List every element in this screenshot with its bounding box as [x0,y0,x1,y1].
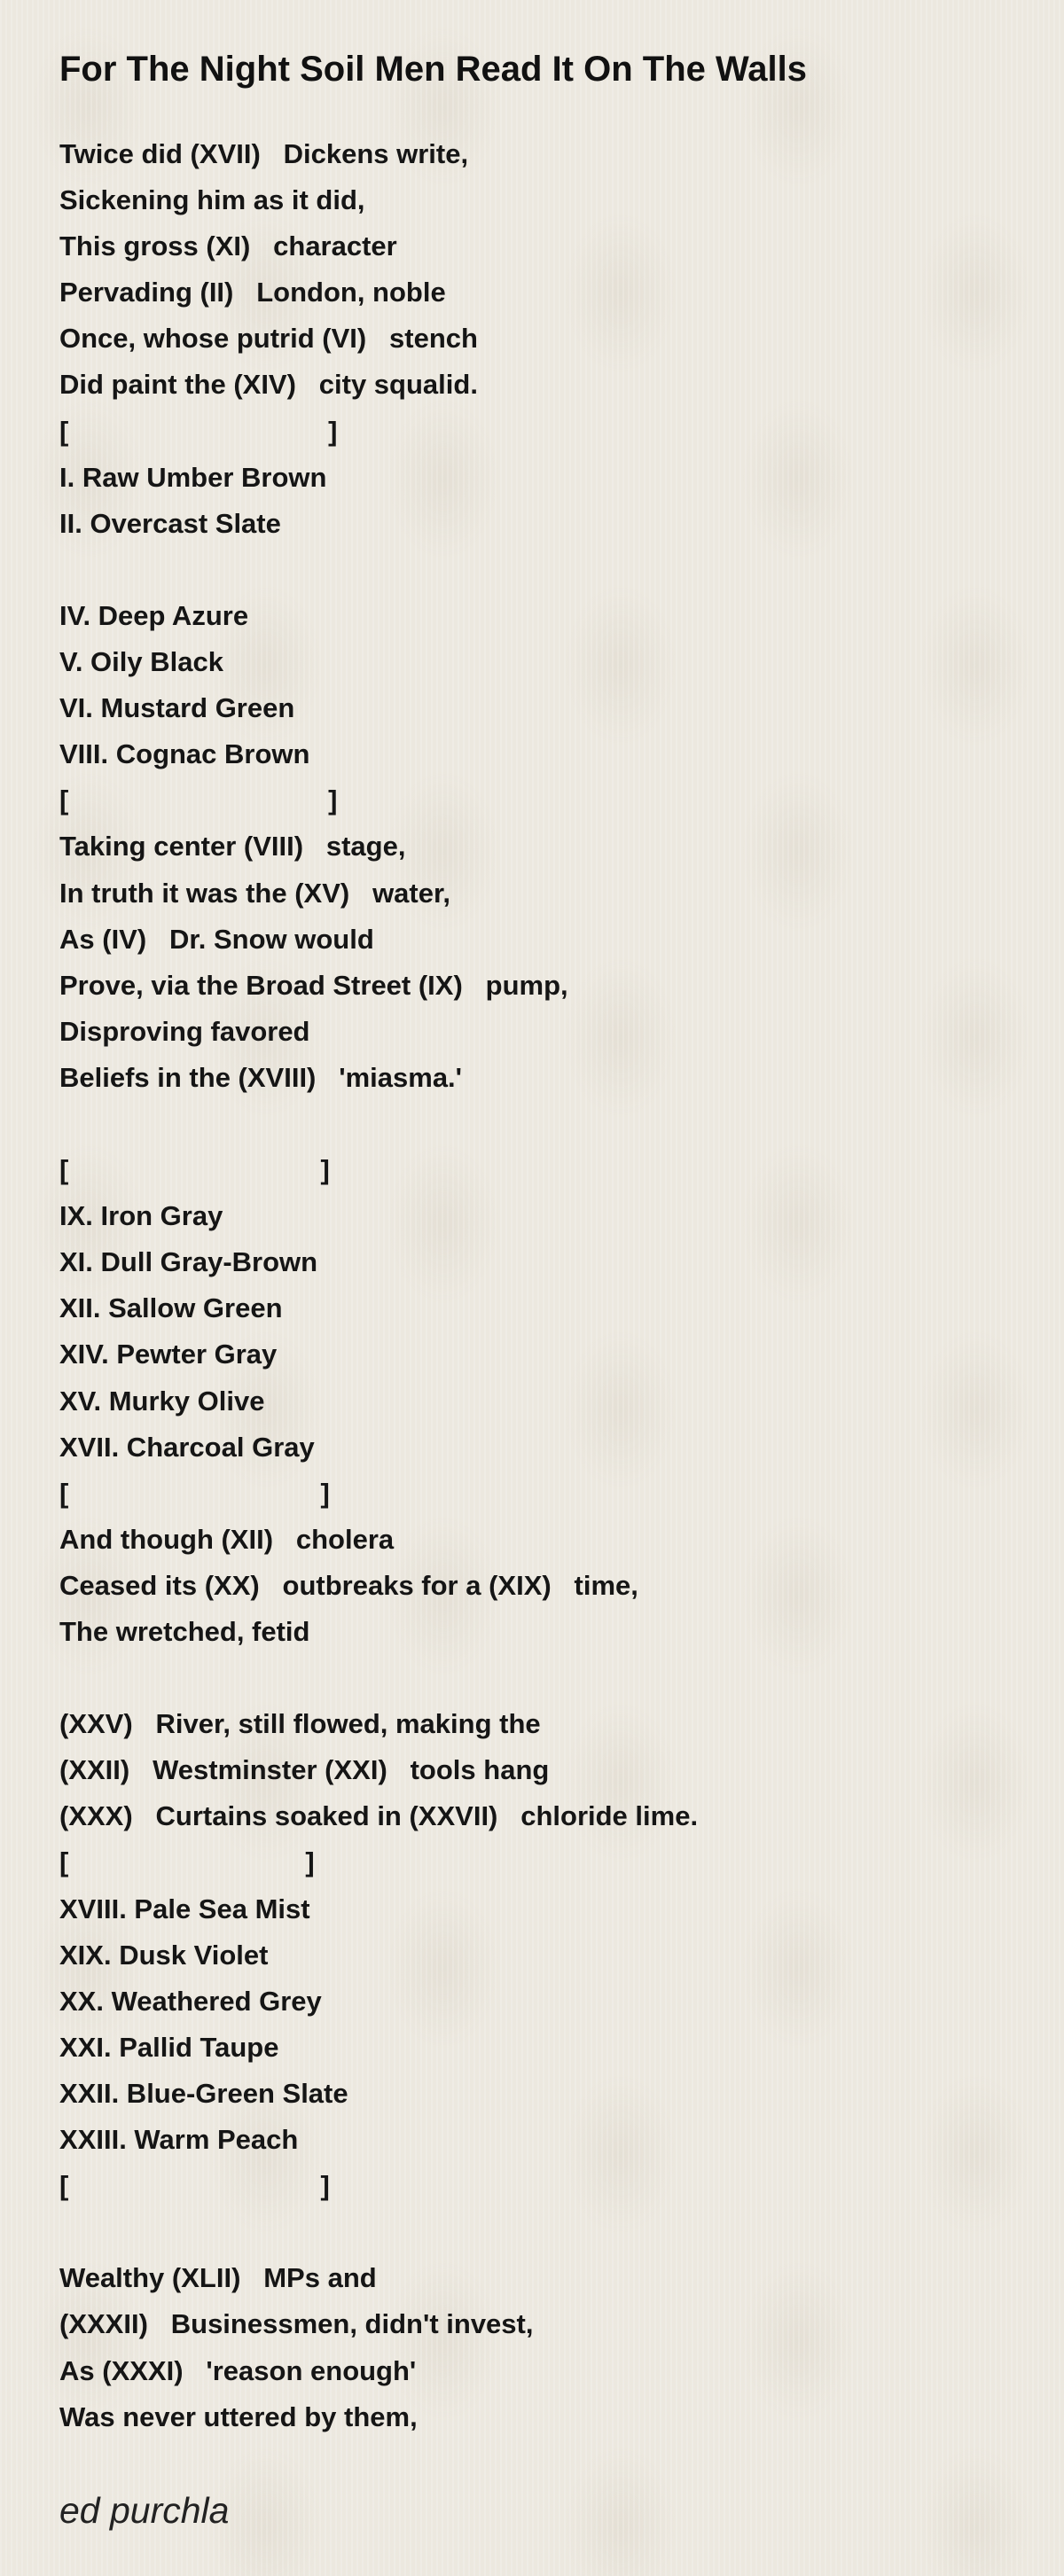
poem-blank-line [59,547,1035,593]
author-name: ed purchla [59,2490,230,2531]
poem-line: [ ] [59,2170,330,2202]
poem-line: Twice did (XVII) Dickens write, [59,138,469,169]
poem-line: This gross (XI) character [59,230,397,262]
poem-line: XX. Weathered Grey [59,1985,322,2017]
poem-line: (XXXII) Businessmen, didn't invest, [59,2308,534,2340]
poem-line: XI. Dull Gray-Brown [59,1246,318,1278]
poem-title: For The Night Soil Men Read It On The Walls [59,50,807,89]
poem-line: XVIII. Pale Sea Mist [59,1893,310,1924]
poem-blank-line [59,1655,1035,1701]
poem-line: Ceased its (XX) outbreaks for a (XIX) time, [59,1569,638,1601]
poem-line: XXII. Blue-Green Slate [59,2077,348,2109]
poem-line: [ ] [59,1154,330,1186]
poem-line: (XXX) Curtains soaked in (XXVII) chloride lime. [59,1800,699,1832]
poem-line: XV. Murky Olive [59,1385,265,1417]
poem-line: Taking center (VIII) stage, [59,831,406,863]
poem-line: IX. Iron Gray [59,1200,223,1232]
poem-line: Wealthy (XLII) MPs and [59,2262,377,2294]
poem-line: (XXII) Westminster (XXI) tools hang [59,1754,550,1786]
poem-line: As (XXXI) 'reason enough' [59,2354,417,2386]
poem-line: As (IV) Dr. Snow would [59,923,374,955]
poem-line: Prove, via the Broad Street (IX) pump, [59,969,568,1001]
poem-line: XXIII. Warm Peach [59,2124,299,2156]
poem-line: V. Oily Black [59,646,223,678]
poem-line: XIV. Pewter Gray [59,1339,278,1370]
poem-line: XXI. Pallid Taupe [59,2031,279,2063]
poem-line: Sickening him as it did, [59,184,365,216]
poem-line: [ ] [59,785,338,816]
poem-line: Beliefs in the (XVIII) 'miasma.' [59,1061,463,1093]
poem-line: Disproving favored [59,1015,310,1047]
poem-line: Pervading (II) London, noble [59,277,446,308]
poem-line: The wretched, fetid [59,1616,310,1647]
poem-line: [ ] [59,415,338,447]
poem-line: VI. Mustard Green [59,692,295,724]
poem-line: VIII. Cognac Brown [59,738,310,770]
poem-line: And though (XII) cholera [59,1523,395,1555]
poem-line: Was never uttered by them, [59,2400,418,2432]
poem-line: XII. Sallow Green [59,1292,283,1324]
poem-blank-line [59,1101,1035,1147]
poem-line: [ ] [59,1846,315,1878]
poem-line: II. Overcast Slate [59,507,281,539]
poem-line: (XXV) River, still flowed, making the [59,1708,541,1740]
poem-line: Did paint the (XIV) city squalid. [59,369,478,401]
poem-line: In truth it was the (XV) water, [59,877,450,909]
poem-body [59,131,1035,2440]
poem-line: IV. Deep Azure [59,599,249,631]
poem-blank-line [59,2209,1035,2255]
poem-line: XIX. Dusk Violet [59,1939,269,1971]
poem-line: I. Raw Umber Brown [59,461,327,493]
poem-line: [ ] [59,1477,330,1509]
poem-line: XVII. Charcoal Gray [59,1431,315,1463]
poem-line: Once, whose putrid (VI) stench [59,323,478,355]
